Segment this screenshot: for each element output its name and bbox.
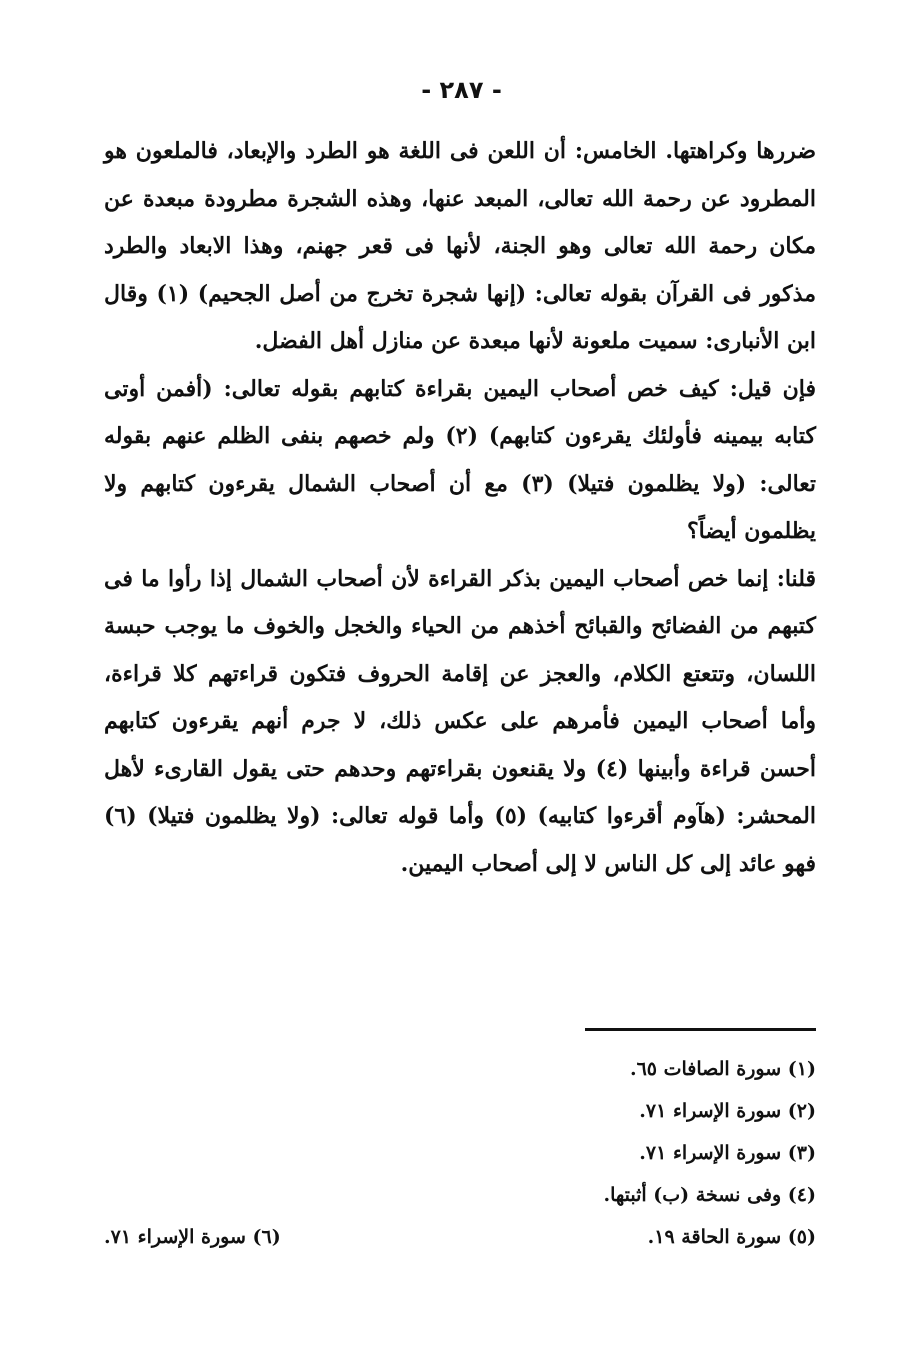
paragraph-1: ضررها وكراهتها. الخامس: أن اللعن فى اللغة هو الطرد والإبعاد، فالملعون هو المطرود عن رحمة الله تعالى، المبعد عنها، وهذه الشجرة مطرودة مبعدة عن مكان رحمة الله تعالى وهو الجنة، لأنها فى قعر جهنم، وهذا الابعاد والطرد مذكور فى القرآن بقوله تعالى: (إنها شجرة تخرج من أصل الجحيم) (١) وقال ابن الأنبارى: سميت ملعونة لأنها مبعدة عن منازل أهل الفضل. [104,138,816,354]
footnote-5: (٥) سورة الحاقة ١٩. [647,1226,816,1248]
paragraph-2: فإن قيل: كيف خص أصحاب اليمين بقراءة كتابهم بقوله تعالى: (أفمن أوتى كتابه بيمينه فأولئك يقرءون كتابهم) (٢) ولم خصهم بنفى الظلم عنهم بقوله تعالى: (ولا يظلمون فتيلا) (٣) مع أن أصحاب الشمال يقرءون كتابهم ولا يظلمون أيضاً؟ [104,375,817,544]
footnote-1: (١) سورة الصافات ٦٥. [629,1058,816,1080]
footnotes [104,1048,816,1258]
paragraph-3: قلنا: إنما خص أصحاب اليمين بذكر القراءة لأن أصحاب الشمال إذا رأوا ما فى كتبهم من الفضائح والقبائح أخذهم من الحياء والخجل والخوف ما يوجب حبسة اللسان، وتتعتع الكلام، والعجز عن إقامة الحروف فتكون قراءتهم كلا قراءة، وأما أصحاب اليمين فأمرهم على عكس ذلك، لا جرم أنهم يقرءون كتابهم أحسن قراءة وأبينها (٤) ولا يقنعون بقراءتهم وحدهم حتى يقول القارىء لأهل المحشر: (هآوم أقرءوا كتابيه) (٥) وأما قوله تعالى: (ولا يظلمون فتيلا) (٦) فهو عائد إلى كل الناس لا إلى أصحاب اليمين. [104,565,817,877]
footnote-2: (٢) سورة الإسراء ٧١. [639,1100,816,1122]
footnote-divider [585,1028,816,1031]
footnote-4: (٤) وفى نسخة (ب) أثبتها. [603,1184,816,1206]
footnote-6: (٦) سورة الإسراء ٧١. [104,1226,281,1248]
main-text [104,128,816,888]
footnote-3: (٣) سورة الإسراء ٧١. [639,1142,816,1164]
page-number: - ٢٨٧ - [421,76,502,104]
